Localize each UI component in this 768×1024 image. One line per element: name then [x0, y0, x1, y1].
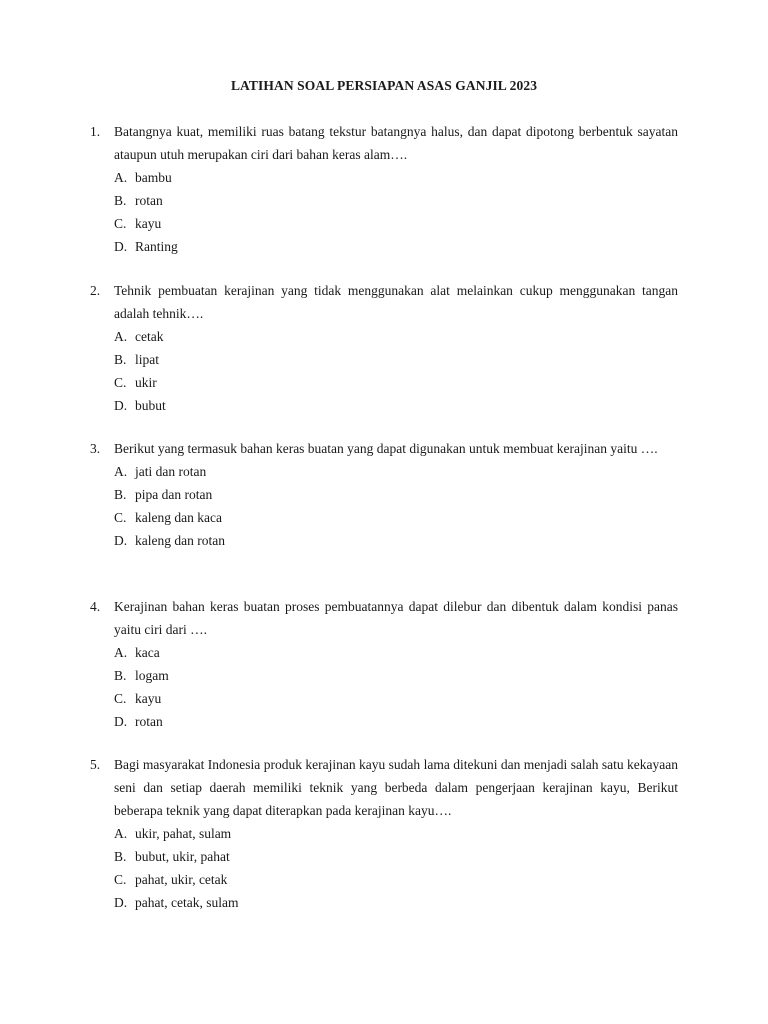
option-d [114, 891, 678, 914]
document-title: LATIHAN SOAL PERSIAPAN ASAS GANJIL 2023 [230, 78, 538, 93]
option-text: jati dan rotan [135, 464, 207, 479]
option-text: pahat, cetak, sulam [135, 895, 239, 910]
option-text: bubut [135, 398, 166, 413]
option-b [114, 845, 678, 868]
option-letter: A. [114, 329, 128, 344]
question-text: Berikut yang termasuk bahan keras buatan yang dapat digunakan untuk membuat kerajinan yaitu …. [114, 441, 658, 456]
question-3 [90, 437, 678, 552]
option-letter: B. [114, 193, 127, 208]
option-text: lipat [135, 352, 159, 367]
option-letter: C. [114, 216, 127, 231]
option-letter: A. [114, 826, 128, 841]
question-number: 5. [90, 757, 101, 772]
option-letter: C. [114, 872, 127, 887]
question-number: 4. [90, 599, 101, 614]
option-letter: D. [114, 533, 128, 548]
option-a [114, 166, 678, 189]
question-text: Bagi masyarakat Indonesia produk kerajinan kayu sudah lama ditekuni dan menjadi salah satu kekayaan seni dan setiap daerah memiliki teknik yang berbeda dalam pengerjaan kerajinan kayu, Berikut beberapa teknik yang dapat diterapkan pada kerajinan kayu…. [114, 757, 678, 818]
option-letter: B. [114, 668, 127, 683]
option-text: rotan [135, 714, 163, 729]
option-letter: A. [114, 464, 128, 479]
option-list [114, 460, 678, 552]
option-d [114, 235, 678, 258]
question-text: Kerajinan bahan keras buatan proses pembuatannya dapat dilebur dan dibentuk dalam kondisi panas yaitu ciri dari …. [114, 599, 678, 637]
option-text: cetak [135, 329, 164, 344]
option-c [114, 687, 678, 710]
option-list [114, 822, 678, 914]
question-1 [90, 120, 678, 258]
option-c [114, 212, 678, 235]
option-b [114, 664, 678, 687]
question-4 [90, 595, 678, 733]
option-letter: D. [114, 714, 128, 729]
option-c [114, 506, 678, 529]
question-2 [90, 279, 678, 417]
question-number: 1. [90, 124, 101, 139]
option-text: ukir [135, 375, 157, 390]
option-text: Ranting [135, 239, 178, 254]
option-text: bubut, ukir, pahat [135, 849, 230, 864]
option-text: logam [135, 668, 169, 683]
option-a [114, 460, 678, 483]
option-text: kaleng dan rotan [135, 533, 225, 548]
option-letter: B. [114, 849, 127, 864]
option-d [114, 394, 678, 417]
option-letter: A. [114, 170, 128, 185]
option-letter: C. [114, 510, 127, 525]
option-text: kayu [135, 216, 162, 231]
option-letter: C. [114, 691, 127, 706]
option-b [114, 348, 678, 371]
option-text: bambu [135, 170, 172, 185]
question-number: 3. [90, 441, 101, 456]
option-a [114, 641, 678, 664]
option-letter: D. [114, 398, 128, 413]
option-b [114, 189, 678, 212]
option-d [114, 710, 678, 733]
option-text: pahat, ukir, cetak [135, 872, 228, 887]
option-a [114, 325, 678, 348]
option-text: kayu [135, 691, 162, 706]
option-letter: D. [114, 895, 128, 910]
question-text: Tehnik pembuatan kerajinan yang tidak menggunakan alat melainkan cukup menggunakan tangan adalah tehnik…. [114, 283, 678, 321]
question-number: 2. [90, 283, 101, 298]
option-text: ukir, pahat, sulam [135, 826, 232, 841]
option-text: pipa dan rotan [135, 487, 213, 502]
option-c [114, 868, 678, 891]
option-letter: D. [114, 239, 128, 254]
option-letter: B. [114, 352, 127, 367]
option-letter: C. [114, 375, 127, 390]
option-d [114, 529, 678, 552]
option-b [114, 483, 678, 506]
option-list [114, 325, 678, 417]
option-list [114, 166, 678, 258]
option-c [114, 371, 678, 394]
question-text: Batangnya kuat, memiliki ruas batang tekstur batangnya halus, dan dapat dipotong berbentuk sayatan ataupun utuh merupakan ciri dari bahan keras alam…. [114, 124, 678, 162]
option-letter: A. [114, 645, 128, 660]
option-text: kaleng dan kaca [135, 510, 222, 525]
option-text: rotan [135, 193, 163, 208]
option-letter: B. [114, 487, 127, 502]
option-text: kaca [135, 645, 160, 660]
question-5 [90, 753, 678, 914]
option-list [114, 641, 678, 733]
option-a [114, 822, 678, 845]
